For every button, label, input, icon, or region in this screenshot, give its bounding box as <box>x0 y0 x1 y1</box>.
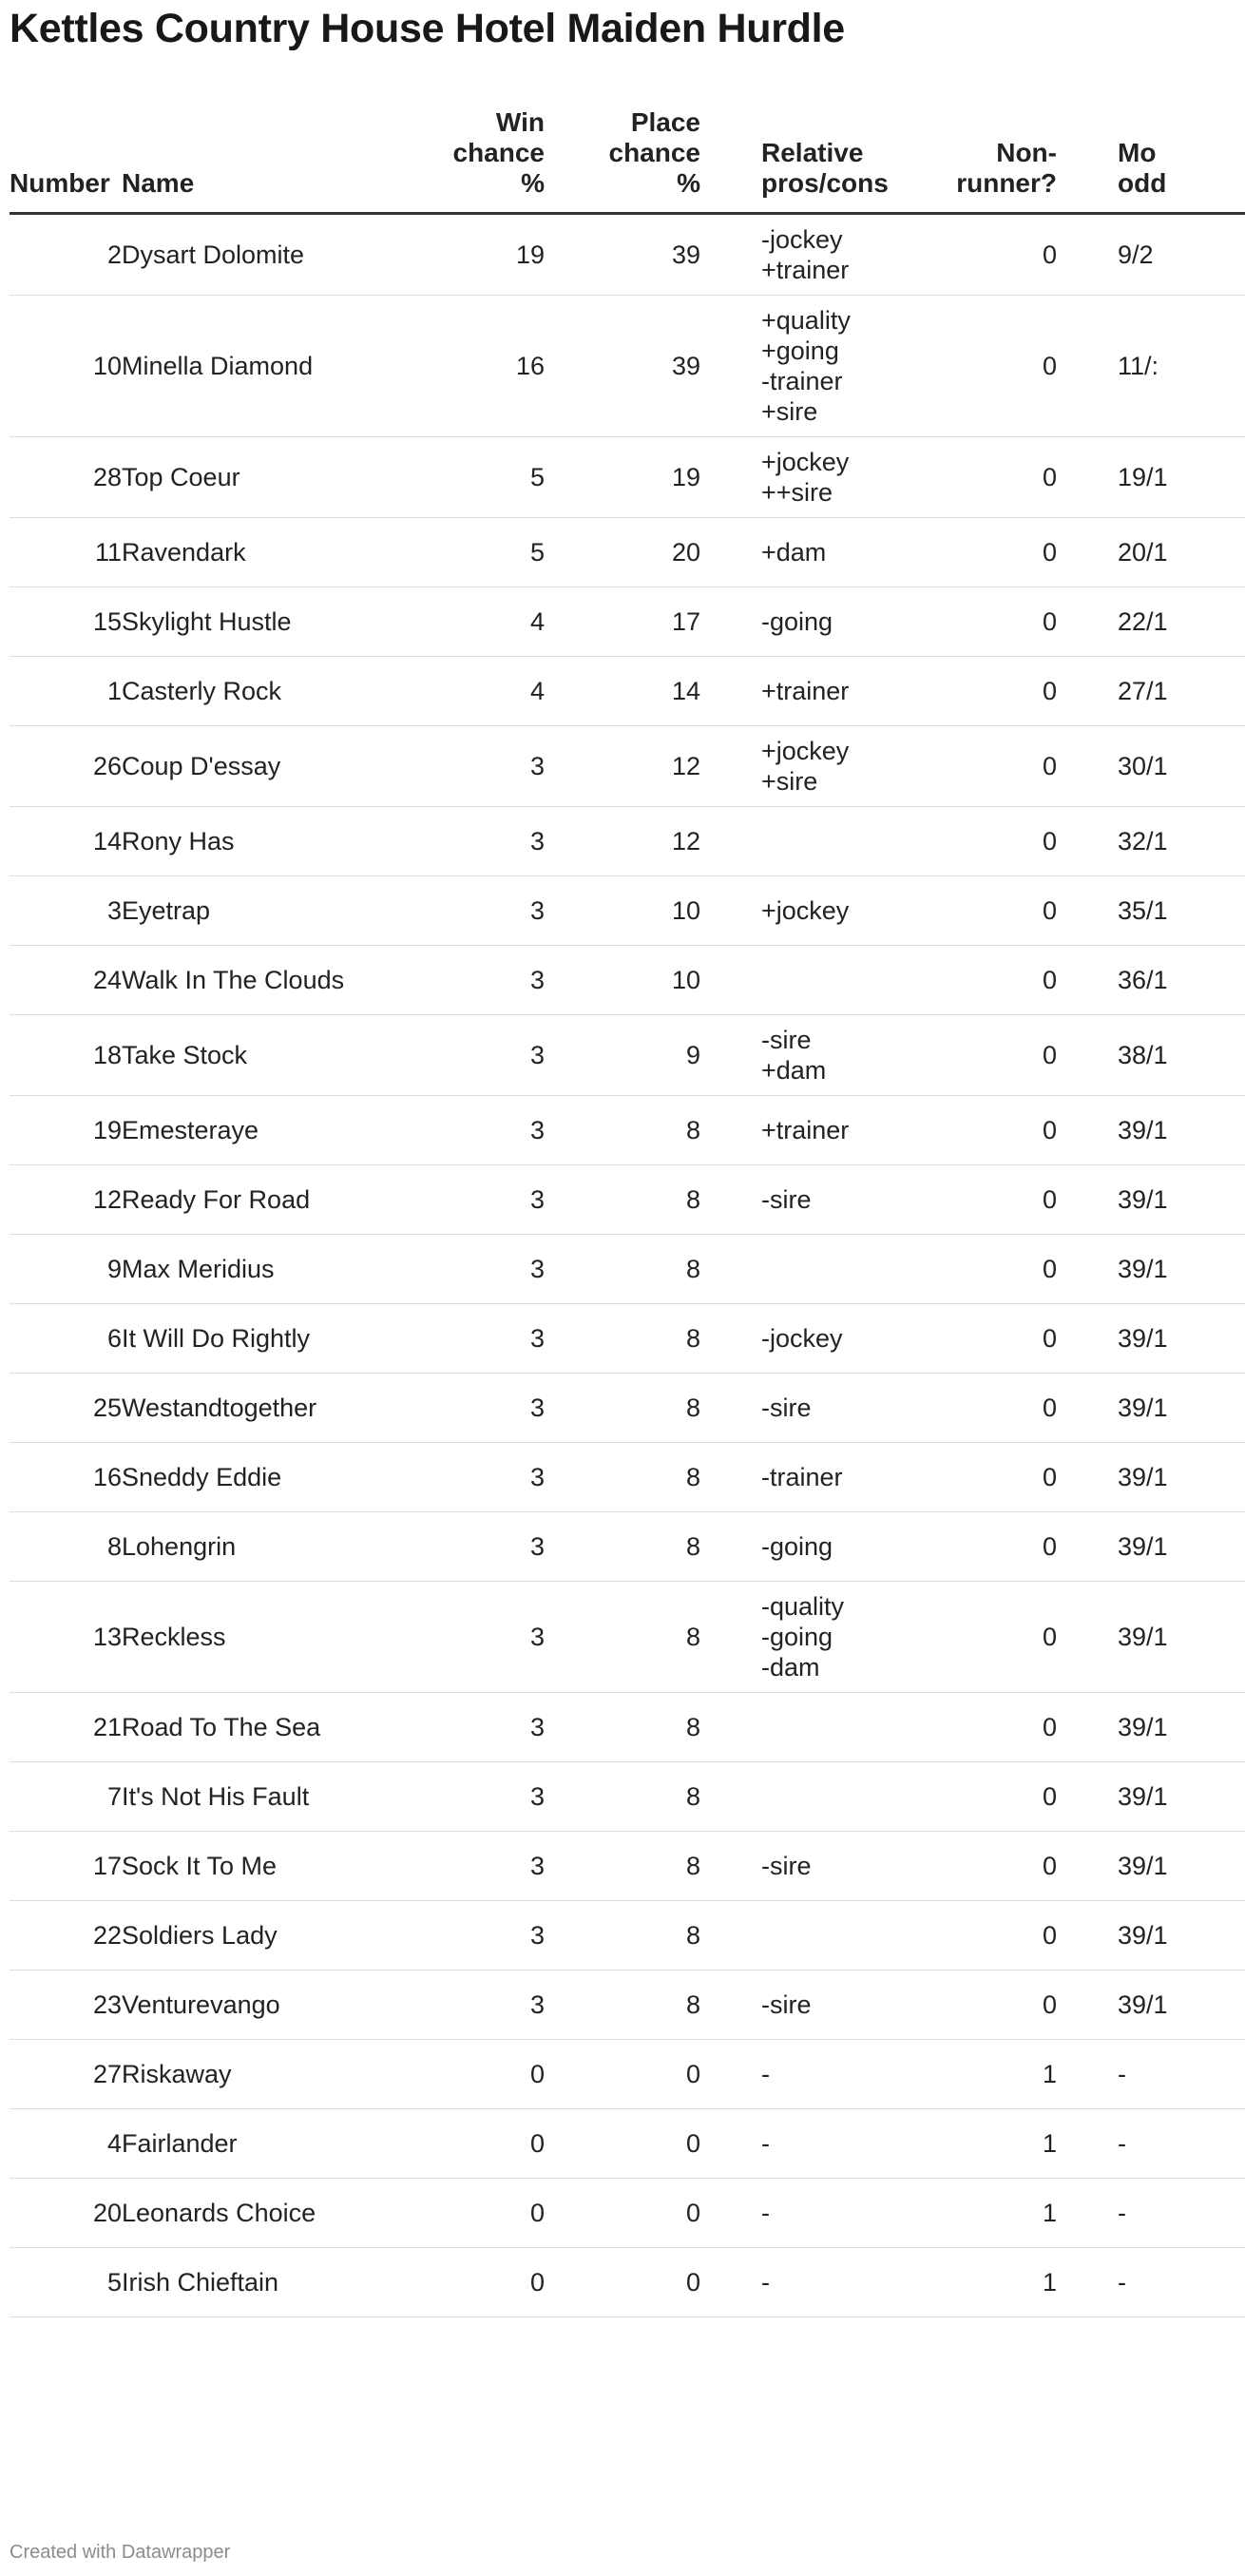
table-row <box>10 1015 1245 1096</box>
cell-name: Ready For Road <box>122 1165 409 1235</box>
cell-relative-pros-cons <box>700 1762 888 1832</box>
cell-number: 15 <box>10 587 122 657</box>
cell-win-chance: 3 <box>409 726 545 807</box>
table-row <box>10 1582 1245 1693</box>
table-row <box>10 2109 1245 2179</box>
cell-name: Sock It To Me <box>122 1832 409 1901</box>
cell-place-chance: 12 <box>545 726 700 807</box>
table-row <box>10 807 1245 876</box>
cell-name: Riskaway <box>122 2040 409 2109</box>
cell-place-chance: 8 <box>545 1693 700 1762</box>
cell-name: Max Meridius <box>122 1235 409 1304</box>
cell-win-chance: 3 <box>409 1443 545 1512</box>
cell-relative-pros-cons: - <box>700 2109 888 2179</box>
cell-non-runner: 0 <box>888 807 1057 876</box>
cell-odds: 30/1 <box>1057 726 1245 807</box>
cell-relative-pros-cons: +jockey <box>700 876 888 946</box>
table-row <box>10 1374 1245 1443</box>
cell-relative-pros-cons: +quality +going -trainer +sire <box>700 296 888 437</box>
cell-odds: 39/1 <box>1057 1235 1245 1304</box>
cell-win-chance: 3 <box>409 1901 545 1970</box>
header-odds[interactable]: Mo odd <box>1057 100 1245 214</box>
cell-place-chance: 8 <box>545 1443 700 1512</box>
table-row <box>10 1832 1245 1901</box>
cell-place-chance: 0 <box>545 2040 700 2109</box>
table-body <box>10 214 1245 2317</box>
cell-odds: 32/1 <box>1057 807 1245 876</box>
table-row <box>10 587 1245 657</box>
cell-non-runner: 0 <box>888 1693 1057 1762</box>
cell-non-runner: 1 <box>888 2179 1057 2248</box>
cell-non-runner: 0 <box>888 1443 1057 1512</box>
cell-win-chance: 3 <box>409 1374 545 1443</box>
header-row <box>10 100 1245 214</box>
cell-non-runner: 0 <box>888 518 1057 587</box>
table-row <box>10 1970 1245 2040</box>
cell-name: Rony Has <box>122 807 409 876</box>
cell-win-chance: 5 <box>409 437 545 518</box>
cell-name: Take Stock <box>122 1015 409 1096</box>
cell-relative-pros-cons: -going <box>700 587 888 657</box>
cell-win-chance: 4 <box>409 587 545 657</box>
cell-win-chance: 3 <box>409 1096 545 1165</box>
table-row <box>10 1304 1245 1374</box>
cell-place-chance: 8 <box>545 1582 700 1693</box>
cell-non-runner: 0 <box>888 1582 1057 1693</box>
cell-number: 14 <box>10 807 122 876</box>
cell-name: It's Not His Fault <box>122 1762 409 1832</box>
cell-number: 21 <box>10 1693 122 1762</box>
cell-place-chance: 8 <box>545 1096 700 1165</box>
cell-place-chance: 12 <box>545 807 700 876</box>
cell-win-chance: 3 <box>409 1693 545 1762</box>
cell-place-chance: 8 <box>545 1832 700 1901</box>
cell-relative-pros-cons: +dam <box>700 518 888 587</box>
cell-place-chance: 10 <box>545 946 700 1015</box>
cell-relative-pros-cons: -quality -going -dam <box>700 1582 888 1693</box>
cell-non-runner: 0 <box>888 1762 1057 1832</box>
cell-name: Walk In The Clouds <box>122 946 409 1015</box>
cell-non-runner: 0 <box>888 1015 1057 1096</box>
cell-odds: - <box>1057 2179 1245 2248</box>
cell-name: Lohengrin <box>122 1512 409 1582</box>
cell-non-runner: 0 <box>888 726 1057 807</box>
cell-odds: 39/1 <box>1057 1374 1245 1443</box>
cell-place-chance: 17 <box>545 587 700 657</box>
cell-place-chance: 0 <box>545 2109 700 2179</box>
cell-non-runner: 0 <box>888 876 1057 946</box>
cell-number: 20 <box>10 2179 122 2248</box>
cell-odds: 39/1 <box>1057 1165 1245 1235</box>
cell-name: Fairlander <box>122 2109 409 2179</box>
cell-relative-pros-cons: -jockey <box>700 1304 888 1374</box>
cell-number: 6 <box>10 1304 122 1374</box>
cell-odds: - <box>1057 2040 1245 2109</box>
cell-win-chance: 3 <box>409 1762 545 1832</box>
cell-non-runner: 0 <box>888 1304 1057 1374</box>
cell-number: 18 <box>10 1015 122 1096</box>
cell-relative-pros-cons: -going <box>700 1512 888 1582</box>
cell-odds: 9/2 <box>1057 214 1245 296</box>
cell-place-chance: 8 <box>545 1512 700 1582</box>
table-row <box>10 2040 1245 2109</box>
cell-non-runner: 0 <box>888 1096 1057 1165</box>
header-name[interactable]: Name <box>122 100 409 214</box>
cell-odds: 39/1 <box>1057 1693 1245 1762</box>
credit-footer: Created with Datawrapper <box>10 2542 231 2563</box>
cell-place-chance: 39 <box>545 296 700 437</box>
race-table <box>10 100 1245 2317</box>
cell-odds: - <box>1057 2248 1245 2317</box>
cell-odds: 20/1 <box>1057 518 1245 587</box>
table-row <box>10 946 1245 1015</box>
cell-win-chance: 16 <box>409 296 545 437</box>
cell-non-runner: 0 <box>888 437 1057 518</box>
cell-relative-pros-cons <box>700 1235 888 1304</box>
cell-place-chance: 8 <box>545 1304 700 1374</box>
cell-place-chance: 10 <box>545 876 700 946</box>
cell-number: 4 <box>10 2109 122 2179</box>
table-container <box>10 100 1168 2317</box>
cell-win-chance: 0 <box>409 2179 545 2248</box>
table-row <box>10 1762 1245 1832</box>
cell-relative-pros-cons: -sire <box>700 1374 888 1443</box>
cell-non-runner: 0 <box>888 1235 1057 1304</box>
cell-place-chance: 9 <box>545 1015 700 1096</box>
cell-relative-pros-cons <box>700 807 888 876</box>
cell-name: Road To The Sea <box>122 1693 409 1762</box>
cell-name: Skylight Hustle <box>122 587 409 657</box>
cell-name: Coup D'essay <box>122 726 409 807</box>
cell-name: It Will Do Rightly <box>122 1304 409 1374</box>
cell-number: 22 <box>10 1901 122 1970</box>
cell-non-runner: 0 <box>888 1970 1057 2040</box>
cell-place-chance: 20 <box>545 518 700 587</box>
cell-number: 9 <box>10 1235 122 1304</box>
cell-win-chance: 0 <box>409 2248 545 2317</box>
cell-relative-pros-cons: -sire <box>700 1165 888 1235</box>
cell-name: Reckless <box>122 1582 409 1693</box>
cell-name: Dysart Dolomite <box>122 214 409 296</box>
cell-non-runner: 0 <box>888 1165 1057 1235</box>
cell-number: 27 <box>10 2040 122 2109</box>
table-header <box>10 100 1245 214</box>
cell-relative-pros-cons: - <box>700 2248 888 2317</box>
cell-name: Emesteraye <box>122 1096 409 1165</box>
cell-name: Minella Diamond <box>122 296 409 437</box>
cell-name: Ravendark <box>122 518 409 587</box>
cell-non-runner: 0 <box>888 1832 1057 1901</box>
cell-relative-pros-cons: -sire <box>700 1832 888 1901</box>
header-non-runner[interactable]: Non- runner? <box>888 100 1057 214</box>
cell-name: Soldiers Lady <box>122 1901 409 1970</box>
cell-win-chance: 5 <box>409 518 545 587</box>
cell-number: 11 <box>10 518 122 587</box>
cell-relative-pros-cons: -sire <box>700 1970 888 2040</box>
cell-number: 25 <box>10 1374 122 1443</box>
cell-win-chance: 3 <box>409 807 545 876</box>
cell-win-chance: 19 <box>409 214 545 296</box>
cell-number: 2 <box>10 214 122 296</box>
table-row <box>10 1096 1245 1165</box>
cell-win-chance: 3 <box>409 1304 545 1374</box>
cell-place-chance: 0 <box>545 2179 700 2248</box>
table-row <box>10 437 1245 518</box>
cell-number: 17 <box>10 1832 122 1901</box>
cell-relative-pros-cons: -jockey +trainer <box>700 214 888 296</box>
cell-relative-pros-cons <box>700 1901 888 1970</box>
cell-win-chance: 3 <box>409 1165 545 1235</box>
header-win-chance[interactable]: Win chance % <box>409 100 545 214</box>
cell-odds: 39/1 <box>1057 1443 1245 1512</box>
cell-name: Westandtogether <box>122 1374 409 1443</box>
cell-number: 23 <box>10 1970 122 2040</box>
cell-odds: 38/1 <box>1057 1015 1245 1096</box>
cell-win-chance: 3 <box>409 876 545 946</box>
cell-non-runner: 1 <box>888 2040 1057 2109</box>
table-row <box>10 657 1245 726</box>
table-row <box>10 296 1245 437</box>
table-row <box>10 876 1245 946</box>
cell-number: 7 <box>10 1762 122 1832</box>
cell-odds: 19/1 <box>1057 437 1245 518</box>
cell-name: Casterly Rock <box>122 657 409 726</box>
table-row <box>10 1901 1245 1970</box>
cell-place-chance: 8 <box>545 1235 700 1304</box>
cell-number: 8 <box>10 1512 122 1582</box>
cell-odds: 39/1 <box>1057 1582 1245 1693</box>
cell-place-chance: 0 <box>545 2248 700 2317</box>
cell-name: Eyetrap <box>122 876 409 946</box>
cell-non-runner: 0 <box>888 657 1057 726</box>
cell-odds: 39/1 <box>1057 1832 1245 1901</box>
table-row <box>10 1443 1245 1512</box>
cell-name: Irish Chieftain <box>122 2248 409 2317</box>
table-row <box>10 518 1245 587</box>
cell-name: Venturevango <box>122 1970 409 2040</box>
cell-win-chance: 3 <box>409 1512 545 1582</box>
table-row <box>10 2179 1245 2248</box>
cell-win-chance: 0 <box>409 2109 545 2179</box>
cell-place-chance: 8 <box>545 1374 700 1443</box>
cell-relative-pros-cons: - <box>700 2179 888 2248</box>
cell-odds: - <box>1057 2109 1245 2179</box>
cell-odds: 39/1 <box>1057 1762 1245 1832</box>
cell-odds: 36/1 <box>1057 946 1245 1015</box>
cell-relative-pros-cons: +trainer <box>700 1096 888 1165</box>
cell-non-runner: 0 <box>888 1901 1057 1970</box>
cell-odds: 39/1 <box>1057 1096 1245 1165</box>
cell-non-runner: 0 <box>888 296 1057 437</box>
cell-relative-pros-cons: +trainer <box>700 657 888 726</box>
cell-relative-pros-cons: -sire +dam <box>700 1015 888 1096</box>
cell-win-chance: 4 <box>409 657 545 726</box>
cell-number: 24 <box>10 946 122 1015</box>
cell-relative-pros-cons: +jockey +sire <box>700 726 888 807</box>
table-row <box>10 1693 1245 1762</box>
cell-odds: 39/1 <box>1057 1512 1245 1582</box>
cell-non-runner: 0 <box>888 1374 1057 1443</box>
table-row <box>10 726 1245 807</box>
cell-relative-pros-cons: - <box>700 2040 888 2109</box>
cell-non-runner: 0 <box>888 587 1057 657</box>
cell-relative-pros-cons <box>700 1693 888 1762</box>
cell-odds: 39/1 <box>1057 1901 1245 1970</box>
cell-place-chance: 19 <box>545 437 700 518</box>
cell-odds: 11/: <box>1057 296 1245 437</box>
header-number[interactable]: Number <box>10 100 122 214</box>
cell-number: 28 <box>10 437 122 518</box>
cell-number: 5 <box>10 2248 122 2317</box>
cell-name: Sneddy Eddie <box>122 1443 409 1512</box>
cell-place-chance: 39 <box>545 214 700 296</box>
cell-place-chance: 8 <box>545 1970 700 2040</box>
cell-number: 16 <box>10 1443 122 1512</box>
cell-number: 13 <box>10 1582 122 1693</box>
cell-odds: 35/1 <box>1057 876 1245 946</box>
table-row <box>10 1235 1245 1304</box>
cell-win-chance: 0 <box>409 2040 545 2109</box>
header-place-chance[interactable]: Place chance % <box>545 100 700 214</box>
cell-non-runner: 0 <box>888 1512 1057 1582</box>
cell-relative-pros-cons: +jockey ++sire <box>700 437 888 518</box>
table-row <box>10 2248 1245 2317</box>
cell-win-chance: 3 <box>409 1235 545 1304</box>
cell-place-chance: 14 <box>545 657 700 726</box>
cell-place-chance: 8 <box>545 1165 700 1235</box>
cell-odds: 22/1 <box>1057 587 1245 657</box>
cell-odds: 39/1 <box>1057 1970 1245 2040</box>
cell-win-chance: 3 <box>409 1832 545 1901</box>
header-relative-pros-cons[interactable]: Relative pros/cons <box>700 100 888 214</box>
cell-odds: 27/1 <box>1057 657 1245 726</box>
cell-name: Top Coeur <box>122 437 409 518</box>
chart-title: Kettles Country House Hotel Maiden Hurdle <box>10 6 845 51</box>
cell-place-chance: 8 <box>545 1901 700 1970</box>
cell-number: 3 <box>10 876 122 946</box>
cell-non-runner: 0 <box>888 214 1057 296</box>
cell-number: 26 <box>10 726 122 807</box>
table-row <box>10 214 1245 296</box>
cell-win-chance: 3 <box>409 1970 545 2040</box>
cell-odds: 39/1 <box>1057 1304 1245 1374</box>
cell-name: Leonards Choice <box>122 2179 409 2248</box>
cell-non-runner: 1 <box>888 2248 1057 2317</box>
cell-number: 1 <box>10 657 122 726</box>
cell-relative-pros-cons: -trainer <box>700 1443 888 1512</box>
cell-number: 10 <box>10 296 122 437</box>
cell-non-runner: 1 <box>888 2109 1057 2179</box>
cell-win-chance: 3 <box>409 1582 545 1693</box>
table-row <box>10 1165 1245 1235</box>
cell-non-runner: 0 <box>888 946 1057 1015</box>
cell-win-chance: 3 <box>409 946 545 1015</box>
cell-place-chance: 8 <box>545 1762 700 1832</box>
cell-number: 12 <box>10 1165 122 1235</box>
cell-win-chance: 3 <box>409 1015 545 1096</box>
table-row <box>10 1512 1245 1582</box>
cell-relative-pros-cons <box>700 946 888 1015</box>
cell-number: 19 <box>10 1096 122 1165</box>
